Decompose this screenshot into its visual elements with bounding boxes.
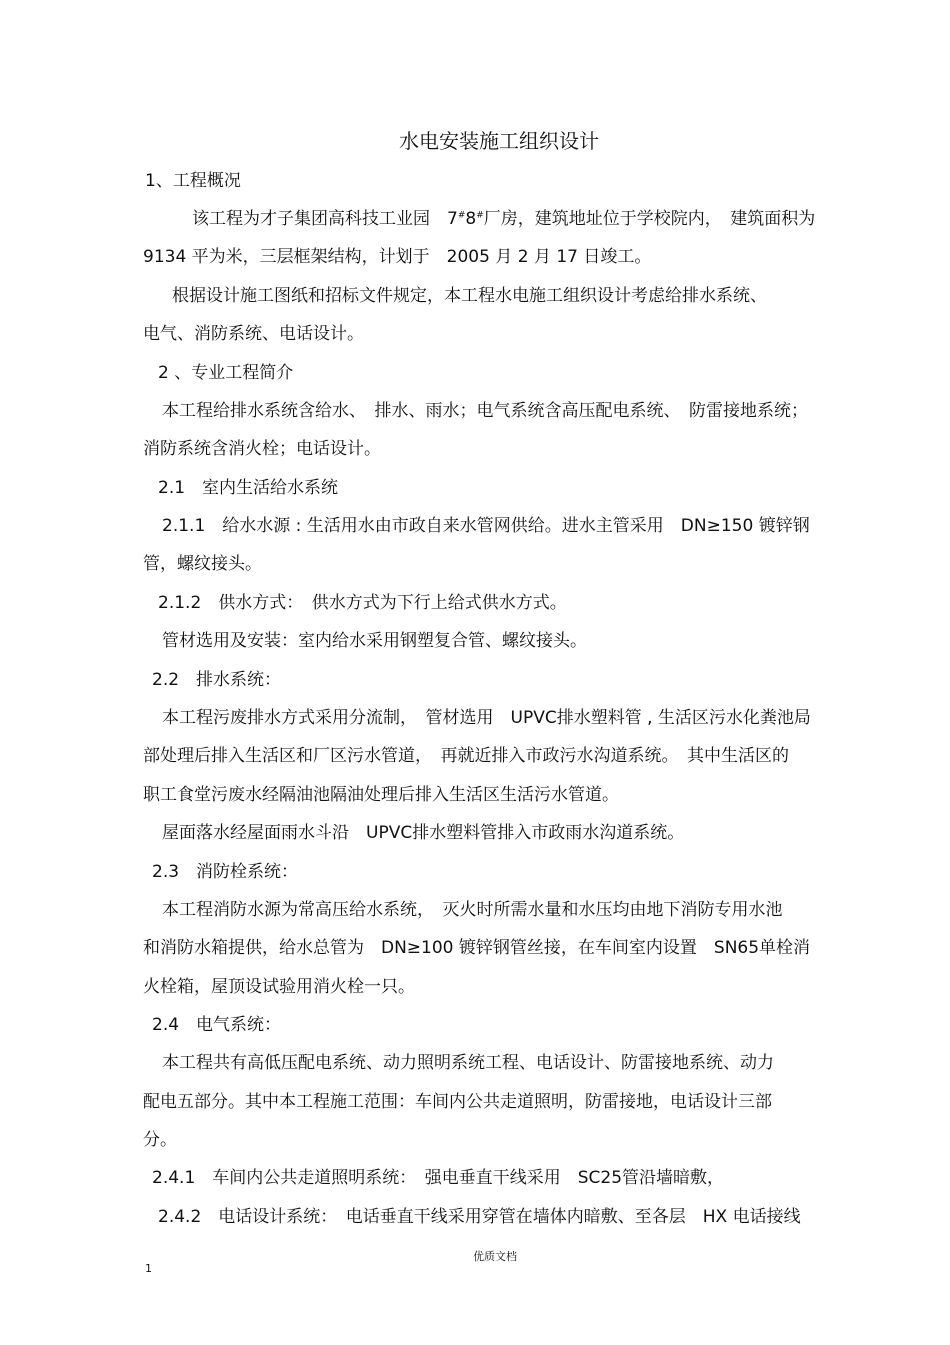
paragraph-line: 本工程消防水源为常高压给水系统， 灭火时所需水量和水压均由地下消防专用水池 [162,900,783,920]
paragraph-line: 火栓箱，屋顶设试验用消火栓一只。 [143,977,415,997]
document-title: 水电安装施工组织设计 [399,129,599,153]
paragraph-line: 配电五部分。其中本工程施工范围：车间内公共走道照明，防雷接地，电话设计三部 [143,1092,772,1112]
paragraph-line: 和消防水箱提供，给水总管为 DN≥100 镀锌钢管丝接，在车间室内设置 SN65单栓消 [143,938,811,958]
paragraph-line: 分。 [143,1130,177,1150]
paragraph-line: 9134 平为米，三层框架结构，计划于 2005 月 2 月 17 日竣工。 [143,247,652,267]
heading-1: 1、工程概况 [145,171,241,191]
heading-2-1: 2.1 室内生活给水系统 [158,478,339,498]
paragraph-line: 2.4.2 电话设计系统： 电话垂直干线采用穿管在墙体内暗敷、至各层 HX 电话接线 [158,1207,801,1227]
paragraph-line: 本工程共有高低压配电系统、动力照明系统工程、电话设计、防雷接地系统、动力 [162,1053,774,1073]
heading-2: 2 、专业工程简介 [158,363,294,383]
paragraph-line: 2.1.2 供水方式： 供水方式为下行上给式供水方式。 [158,593,567,613]
paragraph-line: 屋面落水经屋面雨水斗沿 UPVC排水塑料管排入市政雨水沟道系统。 [162,823,685,843]
heading-2-2: 2.2 排水系统： [152,670,282,690]
paragraph-line: 本工程污废排水方式采用分流制， 管材选用 UPVC排水塑料管 , 生活区污水化粪池局 [162,708,811,728]
footer-label: 优质文档 [473,1250,517,1263]
paragraph-line: 2.1.1 给水水源 : 生活用水由市政自来水管网供给。进水主管采用 DN≥150 镀锌钢 [162,516,810,536]
heading-2-4: 2.4 电气系统： [152,1015,282,1035]
paragraph-line: 部处理后排入生活区和厂区污水管道， 再就近排入市政污水沟道系统。 其中生活区的 [143,746,789,766]
heading-2-3: 2.3 消防栓系统： [152,862,299,882]
paragraph-line: 电气、消防系统、电话设计。 [143,324,364,344]
paragraph-line: 根据设计施工图纸和招标文件规定，本工程水电施工组织设计考虑给排水系统、 [172,286,767,306]
paragraph-line: 2.4.1 车间内公共走道照明系统： 强电垂直干线采用 SC25管沿墙暗敷， [152,1168,725,1188]
paragraph-line: 管材选用及安装：室内给水采用钢塑复合管、螺纹接头。 [162,631,587,651]
paragraph-line: 消防系统含消火栓；电话设计。 [143,439,381,459]
paragraph-line: 职工食堂污废水经隔油池隔油处理后排入生活区生活污水管道。 [143,785,619,805]
page-number: 1 [145,1262,152,1275]
paragraph-line: 本工程给排水系统含给水、 排水、雨水；电气系统含高压配电系统、 防雷接地系统； [162,401,808,421]
paragraph-line: 管，螺纹接头。 [143,554,262,574]
paragraph-line: 该工程为才子集团高科技工业园 7#8#厂房，建筑地址位于学校院内， 建筑面积为 [192,209,816,229]
